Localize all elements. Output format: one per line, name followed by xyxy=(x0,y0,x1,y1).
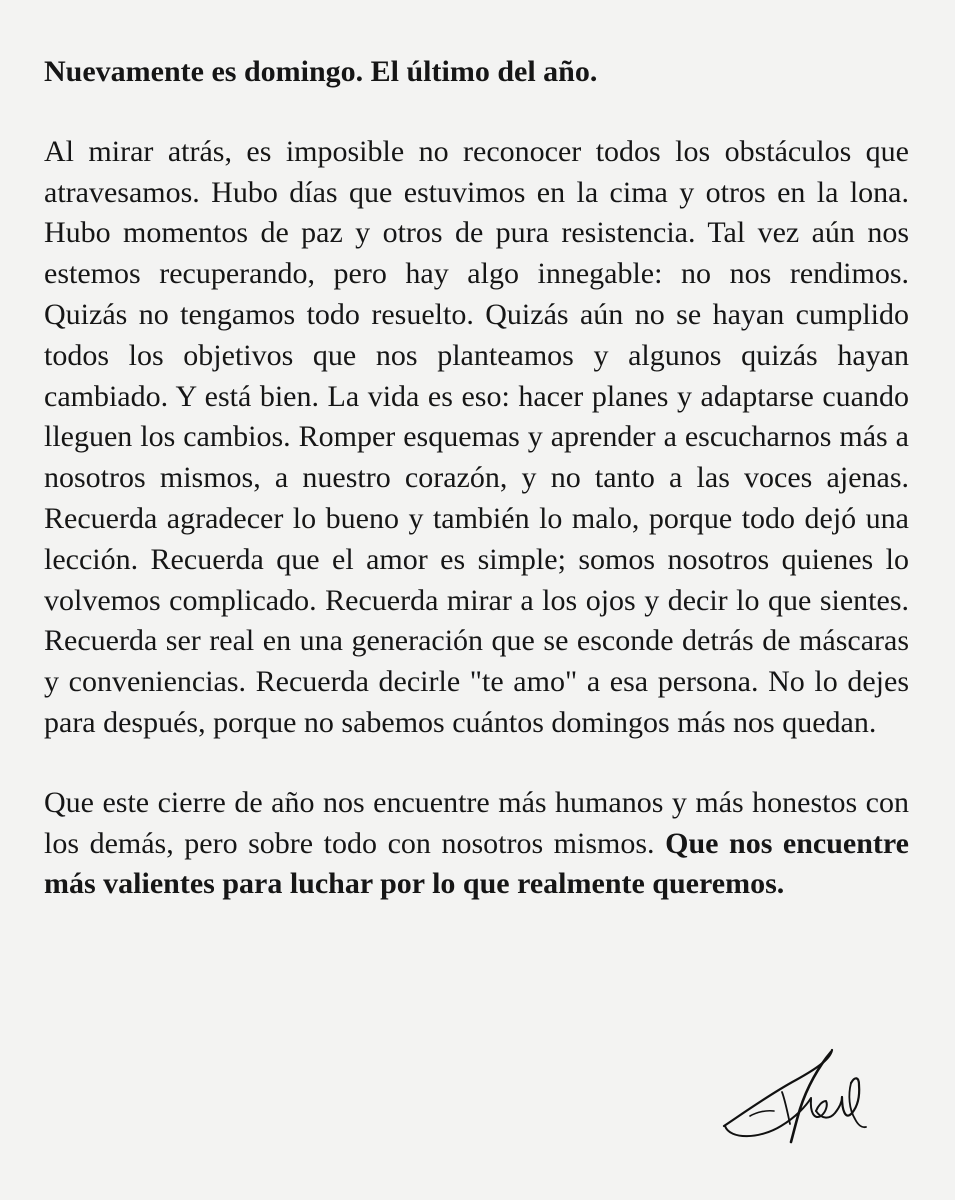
body-paragraph: Al mirar atrás, es imposible no reconocer todos los obstáculos que atravesamos. Hubo días que estuvimos en la cima y otros en la lona. Hubo momentos de paz y otros de pura resistencia. Tal vez aún nos estemos recuperando, pero hay algo innegable: no nos rendimos. Quizás no tengamos todo resuelto. Quizás aún no se hayan cumplido todos los objetivos que nos planteamos y algunos quizás hayan cambiado. Y está bien. La vida es eso: hacer planes y adaptarse cuando lleguen los cambios. Romper esquemas y aprender a escucharnos más a nosotros mismos, a nuestro corazón, y no tanto a las voces ajenas. Recuerda agradecer lo bueno y también lo malo, porque todo dejó una lección. Recuerda que el amor es simple; somos nosotros quienes lo volvemos complicado. Recuerda mirar a los ojos y decir lo que sientes. Recuerda ser real en una generación que se esconde detrás de máscaras y conveniencias. Recuerda decirle "te amo" a esa persona. No lo dejes para después, porque no sabemos cuántos domingos más nos quedan. xyxy=(44,134,909,739)
document-title: Nuevamente es domingo. El último del año. xyxy=(44,55,598,88)
closing-text: Que este cierre de año nos encuentre más humanos y más honestos con los demás, pero sobre todo con nosotros mismos. xyxy=(44,785,909,860)
closing-paragraph xyxy=(44,783,909,905)
closing-emphasis: Que nos encuentre más valientes para luchar por lo que realmente queremos. xyxy=(44,826,910,901)
signature-icon xyxy=(718,1040,868,1150)
